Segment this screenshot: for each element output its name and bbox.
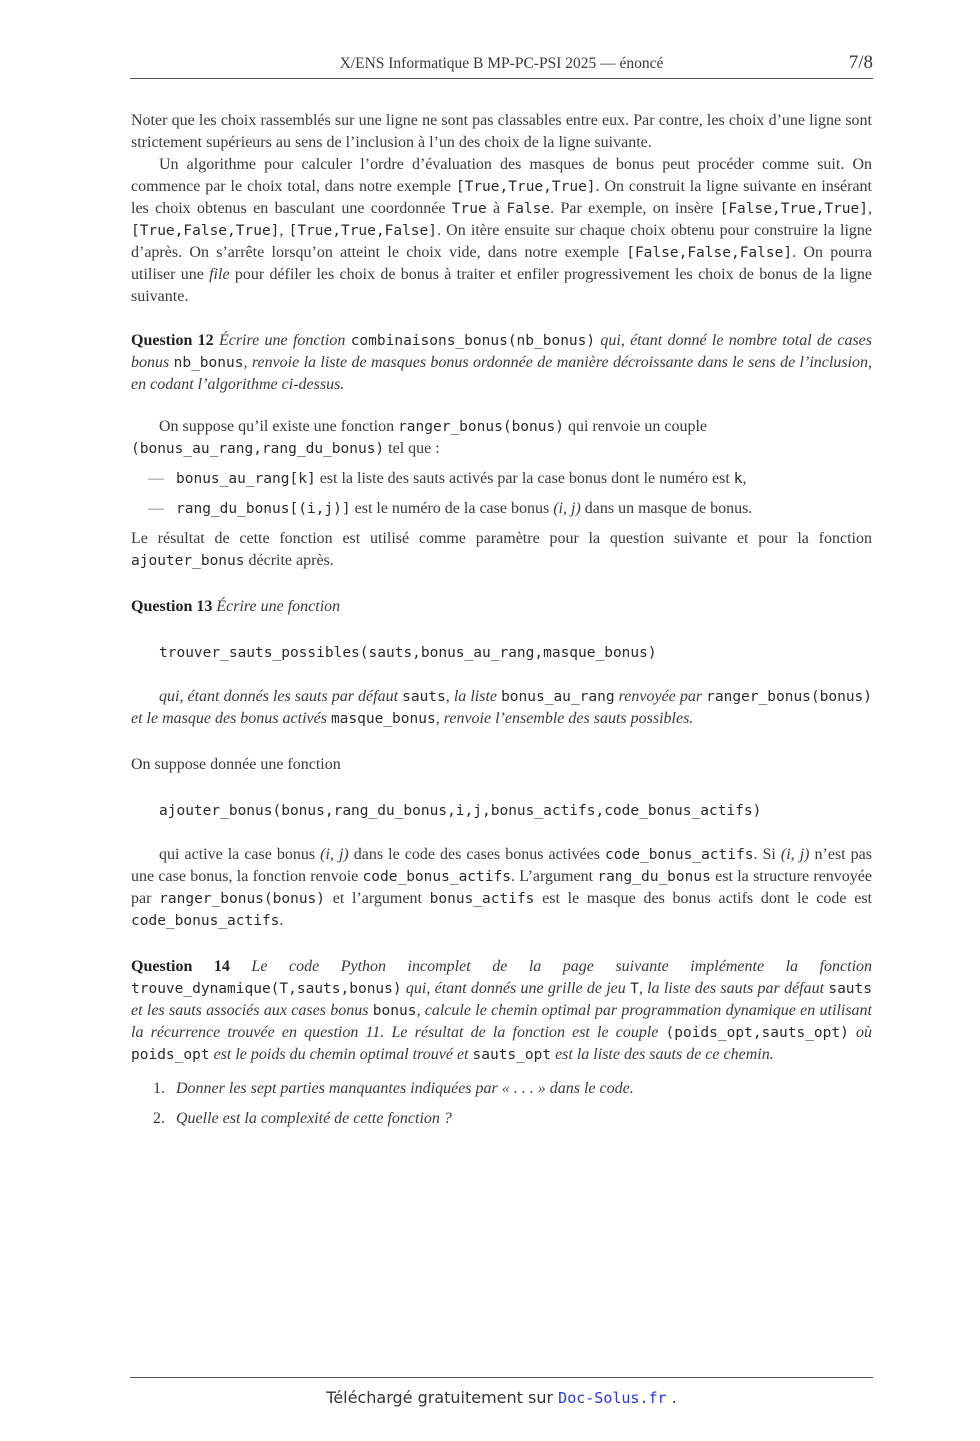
item-number: 1. [153, 1080, 165, 1097]
code-inline: [True,True,False] [288, 223, 437, 239]
page-content [131, 110, 872, 1138]
text: n’est pas une case bonus, la fonction renvoie [131, 846, 873, 885]
text: Écrire une fonction [213, 332, 351, 349]
text: . L’argument [510, 868, 598, 885]
text: qui, étant donnés les sauts par défaut [159, 688, 403, 705]
item-text: Quelle est la complexité de cette fonction ? [176, 1110, 452, 1127]
question-13 [131, 596, 872, 618]
list-item [131, 1108, 872, 1130]
header-title: X/ENS Informatique B MP-PC-PSI 2025 — énoncé [339, 55, 664, 72]
paragraph-ranger-bonus [131, 416, 872, 460]
text: dans un masque de bonus. [580, 500, 753, 517]
question-label: Question 14 [131, 958, 230, 975]
code-inline: rang_du_bonus[(i,j)] [176, 501, 351, 517]
text: est le poids du chemin optimal trouvé et [209, 1046, 473, 1063]
code-inline: True [451, 201, 487, 217]
dash-bullet: — [148, 500, 164, 517]
code-inline: k [733, 471, 743, 487]
math-inline: (i, j) [320, 846, 349, 863]
page-footer [130, 1377, 873, 1407]
text: est la liste des sauts de ce chemin. [551, 1046, 774, 1063]
text: , renvoie l’ensemble des sauts possibles. [435, 710, 694, 727]
text: , [868, 200, 872, 217]
math-inline: (i, j) [553, 500, 581, 517]
code-inline: bonus_au_rang[k] [176, 471, 316, 487]
question-label: Question 12 [131, 332, 214, 349]
code-inline: (bonus_au_rang,rang_du_bonus) [131, 441, 385, 457]
code-inline: ranger_bonus(bonus) [159, 891, 326, 907]
text: est la liste des sauts activés par la case bonus dont le numéro est [315, 470, 734, 487]
text: , la liste des sauts par défaut [638, 980, 829, 997]
code-inline: bonus_au_rang [501, 689, 615, 705]
text: . On construit la ligne suivante en insérant les choix obtenus en basculant une coordonnée [131, 178, 873, 217]
text: . Par exemple, on insère [550, 200, 720, 217]
footer-text [130, 1388, 873, 1407]
item-text: Donner les sept parties manquantes indiquées par « . . . » dans le code. [176, 1080, 634, 1097]
text: et le masque des bonus activés [131, 710, 331, 727]
item-number: 2. [153, 1110, 165, 1127]
code-inline: code_bonus_actifs [362, 869, 511, 885]
question-12 [131, 330, 872, 396]
code-inline: bonus [372, 1003, 417, 1019]
text: . On pourra utiliser une [131, 244, 872, 283]
code-inline: [False,True,True] [719, 201, 868, 217]
text: Écrire une fonction [212, 598, 341, 615]
code-inline: poids_opt [131, 1047, 210, 1063]
text: . Si [753, 846, 781, 863]
code-inline: code_bonus_actifs [605, 847, 754, 863]
code-inline: [True,True,True] [455, 179, 596, 195]
code-inline: [False,False,False] [626, 245, 793, 261]
code-inline: nb_bonus [173, 355, 244, 371]
paragraph-algorithm [131, 154, 872, 308]
code-inline: combinaisons_bonus(nb_bonus) [350, 333, 596, 349]
text: Un algorithme pour calculer l’ordre d’évaluation des masques de bonus peut procéder comme suit. On commence par le choix total, dans notre exemple [131, 156, 872, 195]
text: . [279, 912, 284, 929]
text: est le numéro de la case bonus [350, 500, 554, 517]
math-inline: (i, j) [780, 846, 810, 863]
text: Le résultat de cette fonction est utilisé comme paramètre pour la question suivante et pour la fonction [131, 530, 872, 547]
code-inline: T [630, 981, 639, 997]
code-inline: rang_du_bonus [597, 869, 711, 885]
text: , [279, 222, 289, 239]
text: pour défiler les choix de bonus à traiter et enfiler progressivement les choix de bonus de la ligne suivante. [131, 266, 872, 305]
code-inline: masque_bonus [330, 711, 436, 727]
text: , calcule le chemin optimal par programmation dynamique en utilisant la récurrence trouvée en question 11. Le résultat de la fonction est le couple [131, 1002, 872, 1041]
footer-end: . [666, 1388, 677, 1407]
code-inline: sauts [828, 981, 872, 997]
text: et l’argument [325, 890, 430, 907]
text: décrite après. [244, 552, 334, 569]
numbered-list [131, 1078, 872, 1130]
text: dans le code des cases bonus activées [348, 846, 606, 863]
paragraph-ajouter-bonus [131, 844, 872, 932]
text: qui, étant donné le nombre total de cases bonus [131, 332, 873, 371]
text: . On itère ensuite sur chaque choix obtenu pour construire la ligne d’après. On s’arrête lorsqu’on atteint le choix vide, dans notre exemple [131, 222, 873, 261]
text: et les sauts associés aux cases bonus [131, 1002, 373, 1019]
text: est la structure renvoyée par [131, 868, 873, 907]
paragraph-given-function: On suppose donnée une fonction [131, 756, 341, 773]
question-14 [131, 956, 872, 1066]
text: , [742, 470, 747, 487]
list-item [131, 498, 872, 520]
footer-label: Téléchargé gratuitement sur [326, 1388, 559, 1407]
code-signature: trouver_sauts_possibles(sauts,bonus_au_rang,masque_bonus) [159, 645, 657, 661]
doc-solus-link[interactable]: Doc-Solus.fr [558, 1389, 667, 1407]
text: renvoyée par [614, 688, 707, 705]
text: où [848, 1024, 872, 1041]
page-number: 7/8 [848, 52, 873, 73]
text: tel que : [384, 440, 440, 457]
code-inline: [True,False,True] [131, 223, 280, 239]
code-inline: code_bonus_actifs [131, 913, 280, 929]
dash-bullet: — [148, 470, 164, 487]
code-inline: ajouter_bonus [131, 553, 245, 569]
text: qui, étant donnés une grille de jeu [401, 980, 631, 997]
text: , renvoie la liste de masques bonus ordonnée de manière décroissante dans le sens de l’inclusion, en codant l’algorithme ci-dessus. [131, 354, 872, 393]
text: , la liste [445, 688, 502, 705]
question-label: Question 13 [131, 598, 213, 615]
text: Le code Python incomplet de la page suivante implémente la fonction [229, 958, 873, 975]
emphasis: file [209, 266, 230, 283]
paragraph-choices-note: Noter que les choix rassemblés sur une ligne ne sont pas classables entre eux. Par contre, les choix d’une ligne sont strictement supérieurs au sens de l’inclusion à l’un des choix de la ligne suivante. [131, 112, 872, 151]
paragraph-result-usage [131, 528, 872, 572]
code-inline: ranger_bonus(bonus) [706, 689, 873, 705]
code-inline: bonus_actifs [429, 891, 535, 907]
text: On suppose qu’il existe une fonction [159, 418, 399, 435]
code-inline: False [506, 201, 551, 217]
code-inline: sauts_opt [472, 1047, 552, 1063]
text: qui renvoie un couple [563, 418, 708, 435]
list-item [131, 1078, 872, 1100]
definition-list [131, 468, 872, 520]
code-inline: ranger_bonus(bonus) [398, 419, 564, 435]
text: qui active la case bonus [159, 846, 321, 863]
list-item [131, 468, 872, 490]
page-header [130, 54, 873, 79]
code-inline: (poids_opt,sauts_opt) [665, 1025, 849, 1041]
text: à [486, 200, 507, 217]
code-inline: trouve_dynamique(T,sauts,bonus) [131, 981, 402, 997]
code-signature: ajouter_bonus(bonus,rang_du_bonus,i,j,bonus_actifs,code_bonus_actifs) [159, 803, 762, 819]
question-13-continuation [131, 686, 872, 730]
text: est le masque des bonus actifs dont le code est [534, 890, 872, 907]
code-inline: sauts [402, 689, 446, 705]
